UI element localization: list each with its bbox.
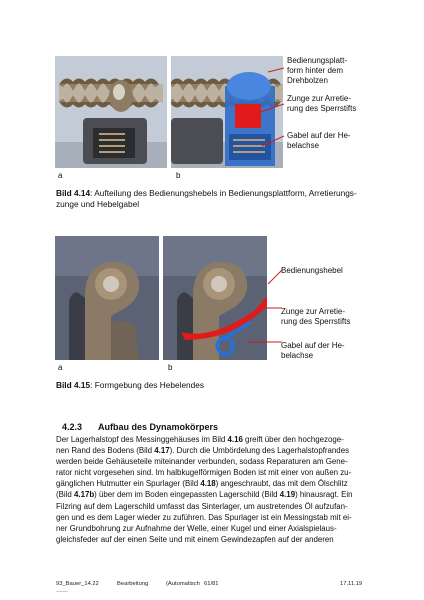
body-segment: ) hinausragt. Ein Filzring auf dem Lagerschild umfasst das Sinterlager, um austretendes Öl aufzufan- gen und es dem Lager wieder zu zuführen. Das Spurlager ist ein Messingstab mit ei- ner Grundbohrung zur Aufnahme der Welle, einer Kugel und einer Axialspielaus- gleichsfeder auf der einen Seite und mit einem Gewindezapfen auf der anderen (56, 490, 353, 544)
footer-file: 93_Bauer_14.22 (56, 581, 99, 587)
body-ref-4-19: 4.19 (279, 490, 296, 500)
body-segment: Der Lagerhalstopf des Messinggehäuses im Bild (56, 435, 228, 444)
body-segment: greift über den hochgezoge- nen Rand des Bodens (Bild (56, 435, 344, 456)
figure-4-15-annotation-fork: Gabel auf der He- belachse (281, 341, 345, 360)
figure-4-14-label-a: a (58, 171, 63, 180)
figure-4-14-caption (56, 188, 376, 210)
footer-page: 61/81 (204, 581, 219, 587)
figure-4-15-photo-a (55, 236, 159, 360)
figure-4-14-caption-ref: Bild 4.14 (56, 188, 91, 198)
figure-4-15-annotation-lever: Bedienungshebel (281, 266, 343, 275)
body-ref-4-17b: 4.17b (73, 490, 95, 500)
section-title: Aufbau des Dynamokörpers (98, 422, 219, 432)
figure-4-15-caption-text: : Formgebung des Hebelendes (90, 380, 205, 390)
figure-4-15-caption (56, 380, 376, 391)
footer-status: Bearbeitung (117, 581, 149, 587)
body-segment: ) über dem im Boden eingepassten Lagerschild (Bild (94, 490, 280, 500)
figure-4-14-photo-a (55, 56, 167, 168)
footer-mode: (Automatisch (166, 581, 200, 587)
body-ref-4-17: 4.17 (154, 446, 170, 456)
body-segment: ) angeschraubt, das mit dem Ölschlitz (Bild (56, 479, 348, 500)
figure-4-14-label-b: b (176, 171, 181, 180)
body-ref-4-16: 4.16 (227, 435, 243, 444)
figure-4-15-caption-ref: Bild 4.15 (56, 380, 91, 390)
figure-4-14-annotation-fork: Gabel auf der He- belachse (287, 131, 351, 150)
figure-4-15-label-b: b (168, 363, 173, 372)
figure-4-14-caption-text: : Aufteilung des Bedienungshebels in Bedienungsplattform, Arretierungs- zunge und Hebelgabel (56, 188, 357, 209)
figure-4-15-label-a: a (58, 363, 63, 372)
figure-4-15-annotation-tongue: Zunge zur Arretie- rung des Sperrstifts (281, 307, 351, 326)
footer-date: 17.11.19 (340, 581, 363, 587)
footer-file-sub: ................... (56, 588, 68, 593)
body-ref-4-18: 4.18 (200, 479, 216, 489)
figure-4-14-annotation-platform: Bedienungsplatt- form hinter dem Drehbolzen (287, 56, 348, 85)
body-segment: ). Durch die Umbördelung des Lagerhalstopfrandes werden beide Gehäuseteile miteinander verbunden, sodass Reparaturen am Gene- rator nicht vorgesehen sind. Im halbkugelförmigen Boden ist mit einer von außen zu- gänglichen Hutmutter ein Spurlager (Bild (56, 446, 352, 489)
body-paragraph (56, 434, 374, 545)
section-number: 4.2.3 (62, 422, 83, 432)
figure-4-14-annotation-tongue: Zunge zur Arretie- rung des Sperrstifts (287, 94, 357, 113)
